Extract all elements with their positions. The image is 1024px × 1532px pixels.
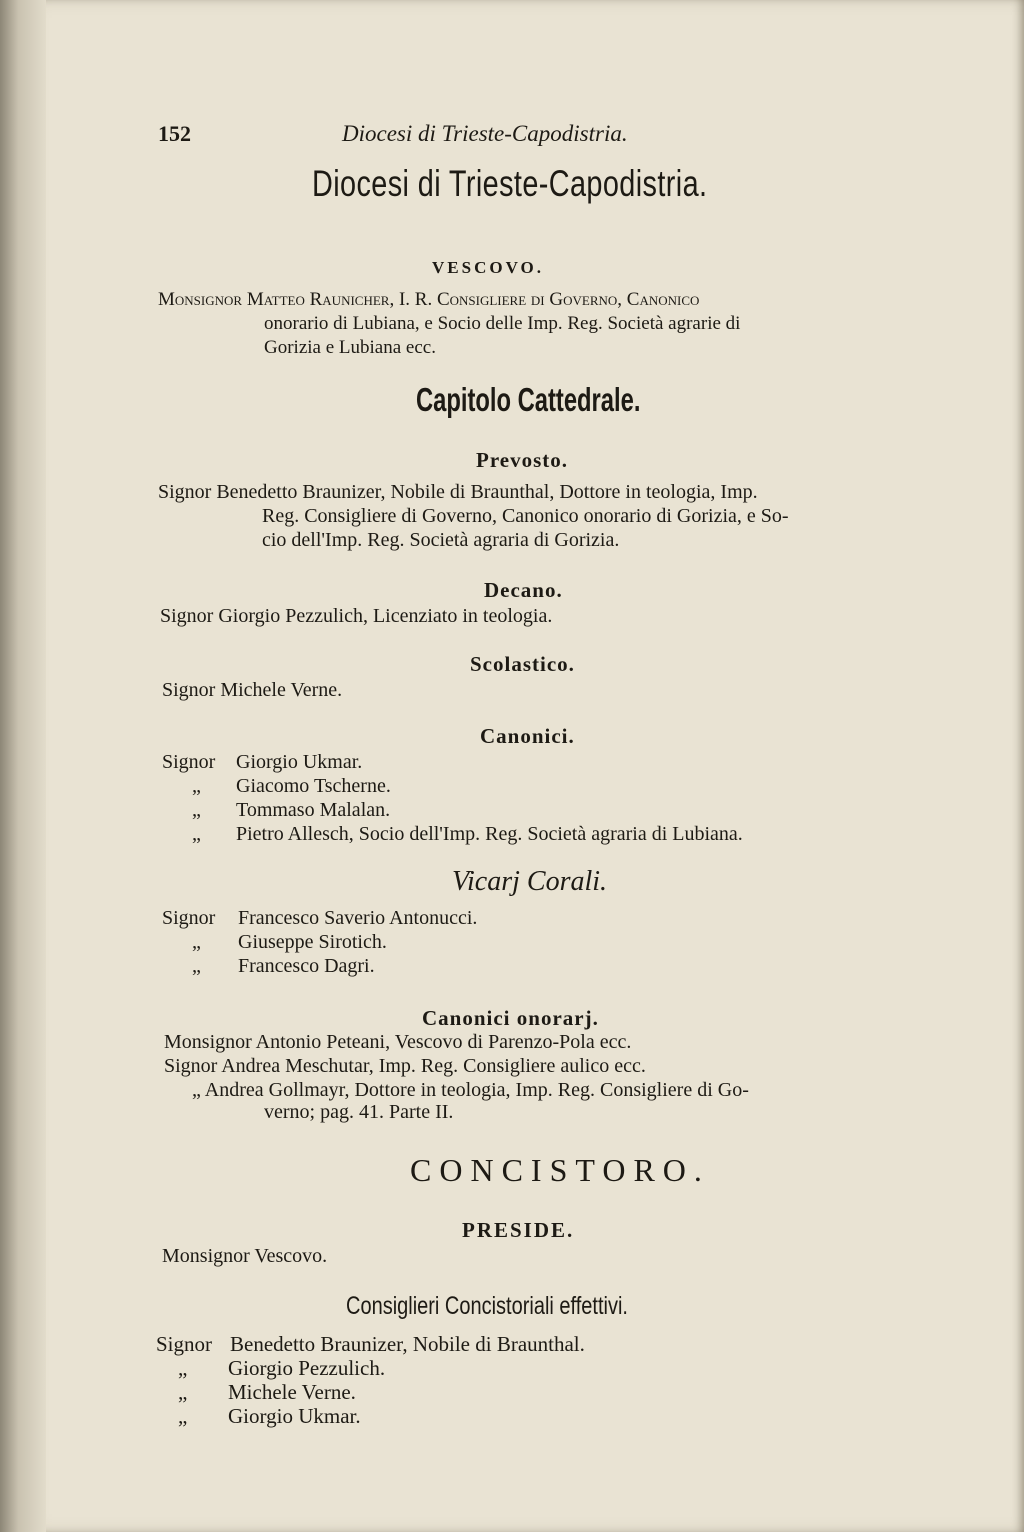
onorarj-line-1: Monsignor Antonio Peteani, Vescovo di Parenzo-Pola ecc.: [164, 1031, 632, 1053]
canonici-row: [192, 774, 391, 798]
consiglieri-heading: Consiglieri Concistoriali effettivi.: [346, 1292, 628, 1320]
ditto-mark: „: [192, 955, 201, 977]
preside-heading: PRESIDE.: [462, 1218, 575, 1242]
canonici-row: [162, 750, 362, 774]
preside-line: Monsignor Vescovo.: [162, 1245, 328, 1267]
consiglieri-name: Michele Verne.: [228, 1380, 356, 1404]
canonici-name: Giorgio Ukmar.: [236, 751, 363, 773]
decano-heading: Decano.: [484, 578, 563, 602]
ditto-mark: „: [192, 775, 201, 797]
canonici-name: Giacomo Tscherne.: [236, 775, 391, 797]
canonici-name: Tommaso Malalan.: [236, 799, 391, 821]
consiglieri-name: Benedetto Braunizer, Nobile di Braunthal.: [230, 1332, 585, 1356]
consiglieri-row: [178, 1380, 356, 1404]
onorarj-line-4: verno; pag. 41. Parte II.: [264, 1101, 454, 1123]
consiglieri-prefix: Signor: [156, 1332, 213, 1356]
consiglieri-name: Giorgio Pezzulich.: [228, 1356, 386, 1380]
prevosto-line-3: cio dell'Imp. Reg. Società agraria di Gorizia.: [262, 529, 620, 551]
canonici-onorarj-heading: Canonici onorarj.: [422, 1006, 599, 1030]
canonici-prefix: Signor: [162, 751, 216, 773]
vicarj-name: Francesco Dagri.: [238, 955, 375, 977]
vicarj-row: [162, 906, 477, 930]
ditto-mark: „: [192, 823, 201, 845]
consiglieri-name: Giorgio Ukmar.: [228, 1404, 361, 1428]
scolastico-heading: Scolastico.: [470, 652, 575, 676]
ditto-mark: „: [192, 931, 201, 953]
onorarj-line-2: Signor Andrea Meschutar, Imp. Reg. Consigliere aulico ecc.: [164, 1055, 646, 1077]
vescovo-line-2: onorario di Lubiana, e Socio delle Imp. Reg. Società agrarie di: [264, 313, 741, 334]
vicarj-heading: Vicarj Corali.: [452, 866, 608, 897]
scolastico-line: Signor Michele Verne.: [162, 679, 343, 701]
canonici-row: [192, 822, 743, 846]
decano-line: Signor Giorgio Pezzulich, Licenziato in teologia.: [160, 605, 553, 627]
prevosto-line-1: Signor Benedetto Braunizer, Nobile di Braunthal, Dottore in teologia, Imp.: [158, 481, 758, 503]
canonici-heading: Canonici.: [480, 724, 575, 748]
vescovo-line-3: Gorizia e Lubiana ecc.: [264, 337, 436, 358]
prevosto-line-2: Reg. Consigliere di Governo, Canonico onorario di Gorizia, e So-: [262, 505, 789, 527]
page-title: Diocesi di Trieste-Capodistria.: [312, 163, 708, 204]
vescovo-heading: VESCOVO.: [432, 258, 544, 277]
consiglieri-row: [178, 1356, 385, 1380]
vescovo-line-1: Monsignor Matteo Raunicher, I. R. Consigliere di Governo, Canonico: [158, 289, 700, 310]
vicarj-name: Giuseppe Sirotich.: [238, 931, 387, 953]
ditto-mark: „: [178, 1356, 188, 1380]
concistoro-heading: CONCISTORO.: [410, 1152, 710, 1188]
ditto-mark: „: [178, 1380, 188, 1404]
binding-shadow: [0, 0, 46, 1532]
canonici-row: [192, 798, 390, 822]
vicarj-row: [192, 930, 387, 954]
vicarj-prefix: Signor: [162, 907, 216, 929]
consiglieri-row: [178, 1404, 361, 1428]
vicarj-row: [192, 954, 375, 978]
ditto-mark: „: [192, 799, 201, 821]
capitolo-heading: Capitolo Cattedrale.: [416, 381, 641, 418]
prevosto-heading: Prevosto.: [476, 448, 569, 472]
page-number: 152: [158, 121, 191, 146]
canonici-name: Pietro Allesch, Socio dell'Imp. Reg. Società agraria di Lubiana.: [236, 823, 743, 845]
onorarj-line-3: „ Andrea Gollmayr, Dottore in teologia, Imp. Reg. Consigliere di Go-: [192, 1079, 749, 1101]
consiglieri-row: [156, 1332, 585, 1356]
ditto-mark: „: [178, 1404, 188, 1428]
running-title: Diocesi di Trieste-Capodistria.: [342, 121, 628, 146]
vicarj-name: Francesco Saverio Antonucci.: [238, 907, 478, 929]
